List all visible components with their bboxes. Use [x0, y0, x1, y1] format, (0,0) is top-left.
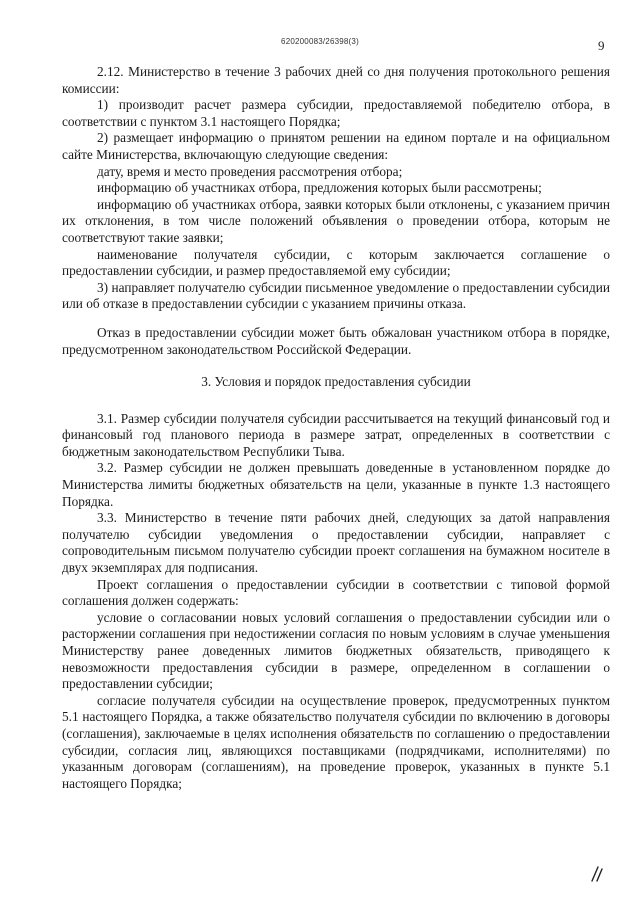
- paragraph-condition: условие о согласовании новых условий соглашения о предоставлении субсидии или о расторжении соглашения при недостижении согласия по новым условиям в случае уменьшения Министерству ранее доведенных лимитов бюджетных обязательств, приводящего к невозможности предоставления субсидии в размере, определенном в соглашении о предоставлении субсидии;: [62, 609, 610, 692]
- paragraph-2-12: 2.12. Министерство в течение 3 рабочих дней со дня получения протокольного решения комиссии:: [62, 64, 610, 96]
- document-id: 620200083/26398(3): [281, 37, 359, 46]
- paragraph-rejected: информацию об участниках отбора, заявки которых были отклонены, с указанием причин их отклонения, в том числе положений объявления о проведении отбора, которым не соответствуют такие заявки;: [62, 196, 610, 245]
- paragraph-consent: согласие получателя субсидии на осуществление проверок, предусмотренных пунктом 5.1 настоящего Порядка, а также обязательство получателя субсидии по включению в договоры (соглашения), заключаемые в целях исполнения обязательств по соглашению о предоставлении субсидии, согласия лиц, являющихся поставщиками (подрядчиками, исполнителями) по указанным договорам (соглашениям), на проведение проверок, указанных в пункте 5.1 настоящего Порядка;: [62, 692, 610, 791]
- paragraph-3-1: 3.1. Размер субсидии получателя субсидии рассчитывается на текущий финансовый год и финансовый год планового периода в размере затрат, определенных в соответствии с бюджетным законодательством Республики Тыва.: [62, 410, 610, 459]
- paragraph-considered: информацию об участниках отбора, предложения которых были рассмотрены;: [97, 180, 542, 196]
- paragraph-3-3: 3.3. Министерство в течение пяти рабочих дней, следующих за датой направления получателю субсидии уведомления о предоставлении субсидии, направляет с сопроводительным письмом получателю субсидии проект соглашения на бумажном носителе в двух экземплярах для подписания.: [62, 510, 610, 576]
- paragraph-refusal-appeal: Отказ в предоставлении субсидии может быть обжалован участником отбора в порядке, предусмотренном законодательством Российской Федерации.: [62, 324, 610, 357]
- paragraph-draft-agreement: Проект соглашения о предоставлении субсидии в соответствии с типовой формой соглашения должен содержать:: [62, 576, 610, 609]
- paragraph-item-3: 3) направляет получателю субсидии письменное уведомление о предоставлении субсидии или об отказе в предоставлении субсидии с указанием причины отказа.: [62, 279, 610, 312]
- paragraph-3-2: 3.2. Размер субсидии не должен превышать доведенные в установленном порядке до Министерства лимиты бюджетных обязательств на цели, указанные в пункте 1.3 настоящего Порядка.: [62, 460, 610, 509]
- page-number: 9: [598, 38, 605, 53]
- paragraph-item-2: 2) размещает информацию о принятом решении на едином портале и на официальном сайте Министерства, включающую следующие сведения:: [62, 130, 610, 162]
- paragraph-date-time: дату, время и место проведения рассмотрения отбора;: [97, 163, 403, 179]
- paragraph-recipient-name: наименование получателя субсидии, с которым заключается соглашение о предоставлении субсидии, и размер предоставляемой ему субсидии;: [62, 246, 610, 279]
- handwritten-mark-icon: [586, 861, 610, 885]
- document-body: [62, 64, 610, 792]
- paragraph-item-1: 1) производит расчет размера субсидии, предоставляемой победителю отбора, в соответствии с пунктом 3.1 настоящего Порядка;: [62, 97, 610, 129]
- section-heading: 3. Условия и порядок предоставления субсидии: [201, 374, 471, 390]
